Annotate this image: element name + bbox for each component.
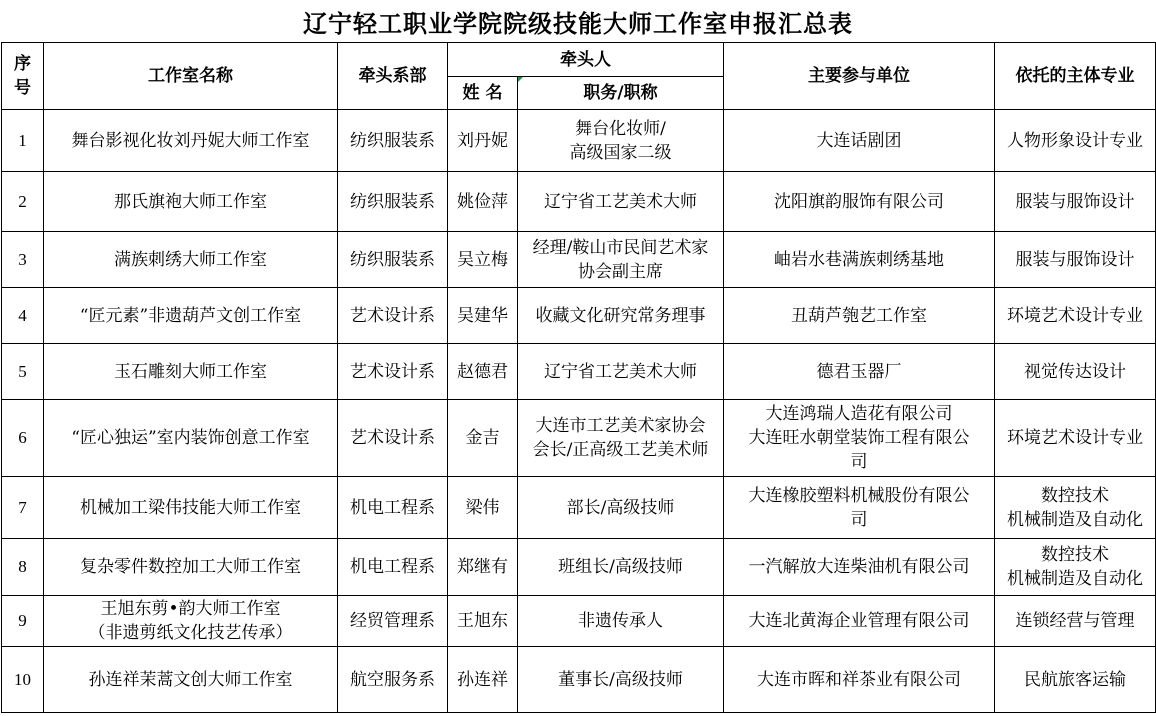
cell-studio-name[interactable]: 孙连祥茉蒿文创大师工作室 (44, 647, 338, 713)
table-row (2, 647, 1156, 713)
cell-dept[interactable]: 机电工程系 (338, 477, 448, 539)
cell-leader-name[interactable]: 姚俭萍 (448, 172, 518, 232)
cell-seq[interactable]: 2 (2, 172, 44, 232)
table-row (2, 172, 1156, 232)
cell-leader-name[interactable]: 吴建华 (448, 288, 518, 344)
cell-seq[interactable]: 4 (2, 288, 44, 344)
cell-leader-name[interactable]: 孙连祥 (448, 647, 518, 713)
cell-major[interactable]: 人物形象设计专业 (995, 110, 1156, 172)
cell-leader-title[interactable]: 收藏文化研究常务理事 (518, 288, 724, 344)
cell-leader-name[interactable]: 王旭东 (448, 596, 518, 647)
cell-partner[interactable]: 沈阳旗韵服饰有限公司 (724, 172, 995, 232)
header-seq: 序 号 (2, 43, 44, 110)
cell-studio-name[interactable]: 机械加工梁伟技能大师工作室 (44, 477, 338, 539)
cell-leader-title[interactable]: 辽宁省工艺美术大师 (518, 344, 724, 400)
cell-dept[interactable]: 纺织服装系 (338, 232, 448, 288)
table-row (2, 288, 1156, 344)
cell-leader-name[interactable]: 刘丹妮 (448, 110, 518, 172)
table-row (2, 596, 1156, 647)
cell-dept[interactable]: 机电工程系 (338, 539, 448, 596)
cell-dept[interactable]: 艺术设计系 (338, 344, 448, 400)
cell-seq[interactable]: 10 (2, 647, 44, 713)
cell-studio-name[interactable]: 那氏旗袍大师工作室 (44, 172, 338, 232)
table-row (2, 344, 1156, 400)
cell-leader-title[interactable]: 辽宁省工艺美术大师 (518, 172, 724, 232)
cell-leader-name[interactable]: 梁伟 (448, 477, 518, 539)
cell-partner[interactable]: 岫岩水巷满族刺绣基地 (724, 232, 995, 288)
cell-leader-title[interactable]: 非遗传承人 (518, 596, 724, 647)
cell-partner[interactable]: 大连市晖和祥茶业有限公司 (724, 647, 995, 713)
cell-major[interactable]: 环境艺术设计专业 (995, 400, 1156, 477)
cell-partner[interactable]: 大连北黄海企业管理有限公司 (724, 596, 995, 647)
cell-major[interactable]: 数控技术 机械制造及自动化 (995, 477, 1156, 539)
cell-major[interactable]: 环境艺术设计专业 (995, 288, 1156, 344)
table-row (2, 477, 1156, 539)
cell-major[interactable]: 视觉传达设计 (995, 344, 1156, 400)
cell-leader-title[interactable]: 舞台化妆师/ 高级国家二级 (518, 110, 724, 172)
header-leader-title: 职务/职称 (518, 77, 724, 110)
table-row (2, 539, 1156, 596)
cell-seq[interactable]: 8 (2, 539, 44, 596)
cell-major[interactable]: 数控技术 机械制造及自动化 (995, 539, 1156, 596)
cell-major[interactable]: 服装与服饰设计 (995, 232, 1156, 288)
cell-major[interactable]: 民航旅客运输 (995, 647, 1156, 713)
cell-leader-name[interactable]: 赵德君 (448, 344, 518, 400)
cell-leader-title[interactable]: 大连市工艺美术家协会 会长/正高级工艺美术师 (518, 400, 724, 477)
cell-leader-title[interactable]: 班组长/高级技师 (518, 539, 724, 596)
header-studio-name: 工作室名称 (44, 43, 338, 110)
sheet-title: 辽宁轻工职业学院院级技能大师工作室申报汇总表 (303, 8, 853, 38)
cell-partner[interactable]: 大连话剧团 (724, 110, 995, 172)
summary-table (1, 42, 1156, 713)
cell-seq[interactable]: 5 (2, 344, 44, 400)
cell-leader-title[interactable]: 董事长/高级技师 (518, 647, 724, 713)
cell-dept[interactable]: 纺织服装系 (338, 172, 448, 232)
cell-seq[interactable]: 1 (2, 110, 44, 172)
cell-partner[interactable]: 德君玉器厂 (724, 344, 995, 400)
cell-seq[interactable]: 3 (2, 232, 44, 288)
cell-seq[interactable]: 7 (2, 477, 44, 539)
header-major: 依托的主体专业 (995, 43, 1156, 110)
cell-partner[interactable]: 丑葫芦匏艺工作室 (724, 288, 995, 344)
table-body (2, 110, 1156, 713)
header-dept: 牵头系部 (338, 43, 448, 110)
cell-leader-name[interactable]: 吴立梅 (448, 232, 518, 288)
cell-leader-name[interactable]: 金吉 (448, 400, 518, 477)
cell-studio-name[interactable]: 复杂零件数控加工大师工作室 (44, 539, 338, 596)
header-leader: 牵头人 (448, 43, 724, 77)
cell-studio-name[interactable]: “匠元素”非遗葫芦文创工作室 (44, 288, 338, 344)
cell-studio-name[interactable]: 玉石雕刻大师工作室 (44, 344, 338, 400)
cell-partner[interactable]: 大连鸿瑞人造花有限公司 大连旺水朝堂装饰工程有限公 司 (724, 400, 995, 477)
cell-major[interactable]: 连锁经营与管理 (995, 596, 1156, 647)
cell-studio-name[interactable]: 舞台影视化妆刘丹妮大师工作室 (44, 110, 338, 172)
cell-partner[interactable]: 一汽解放大连柴油机有限公司 (724, 539, 995, 596)
cell-leader-name[interactable]: 郑继有 (448, 539, 518, 596)
cell-partner[interactable]: 大连橡胶塑料机械股份有限公 司 (724, 477, 995, 539)
table-row (2, 232, 1156, 288)
cell-dept[interactable]: 艺术设计系 (338, 400, 448, 477)
cell-studio-name[interactable]: 王旭东剪•韵大师工作室 （非遗剪纸文化技艺传承） (44, 596, 338, 647)
cell-dept[interactable]: 纺织服装系 (338, 110, 448, 172)
header-partner: 主要参与单位 (724, 43, 995, 110)
header-row-top (2, 43, 1156, 77)
header-leader-name: 姓 名 (448, 77, 518, 110)
cell-studio-name[interactable]: 满族刺绣大师工作室 (44, 232, 338, 288)
cell-seq[interactable]: 6 (2, 400, 44, 477)
cell-dept[interactable]: 艺术设计系 (338, 288, 448, 344)
cell-dept[interactable]: 航空服务系 (338, 647, 448, 713)
table-row (2, 110, 1156, 172)
cell-seq[interactable]: 9 (2, 596, 44, 647)
cell-studio-name[interactable]: “匠心独运”室内装饰创意工作室 (44, 400, 338, 477)
table-row (2, 400, 1156, 477)
cell-dept[interactable]: 经贸管理系 (338, 596, 448, 647)
cell-leader-title[interactable]: 部长/高级技师 (518, 477, 724, 539)
cell-major[interactable]: 服装与服饰设计 (995, 172, 1156, 232)
cell-leader-title[interactable]: 经理/鞍山市民间艺术家 协会副主席 (518, 232, 724, 288)
